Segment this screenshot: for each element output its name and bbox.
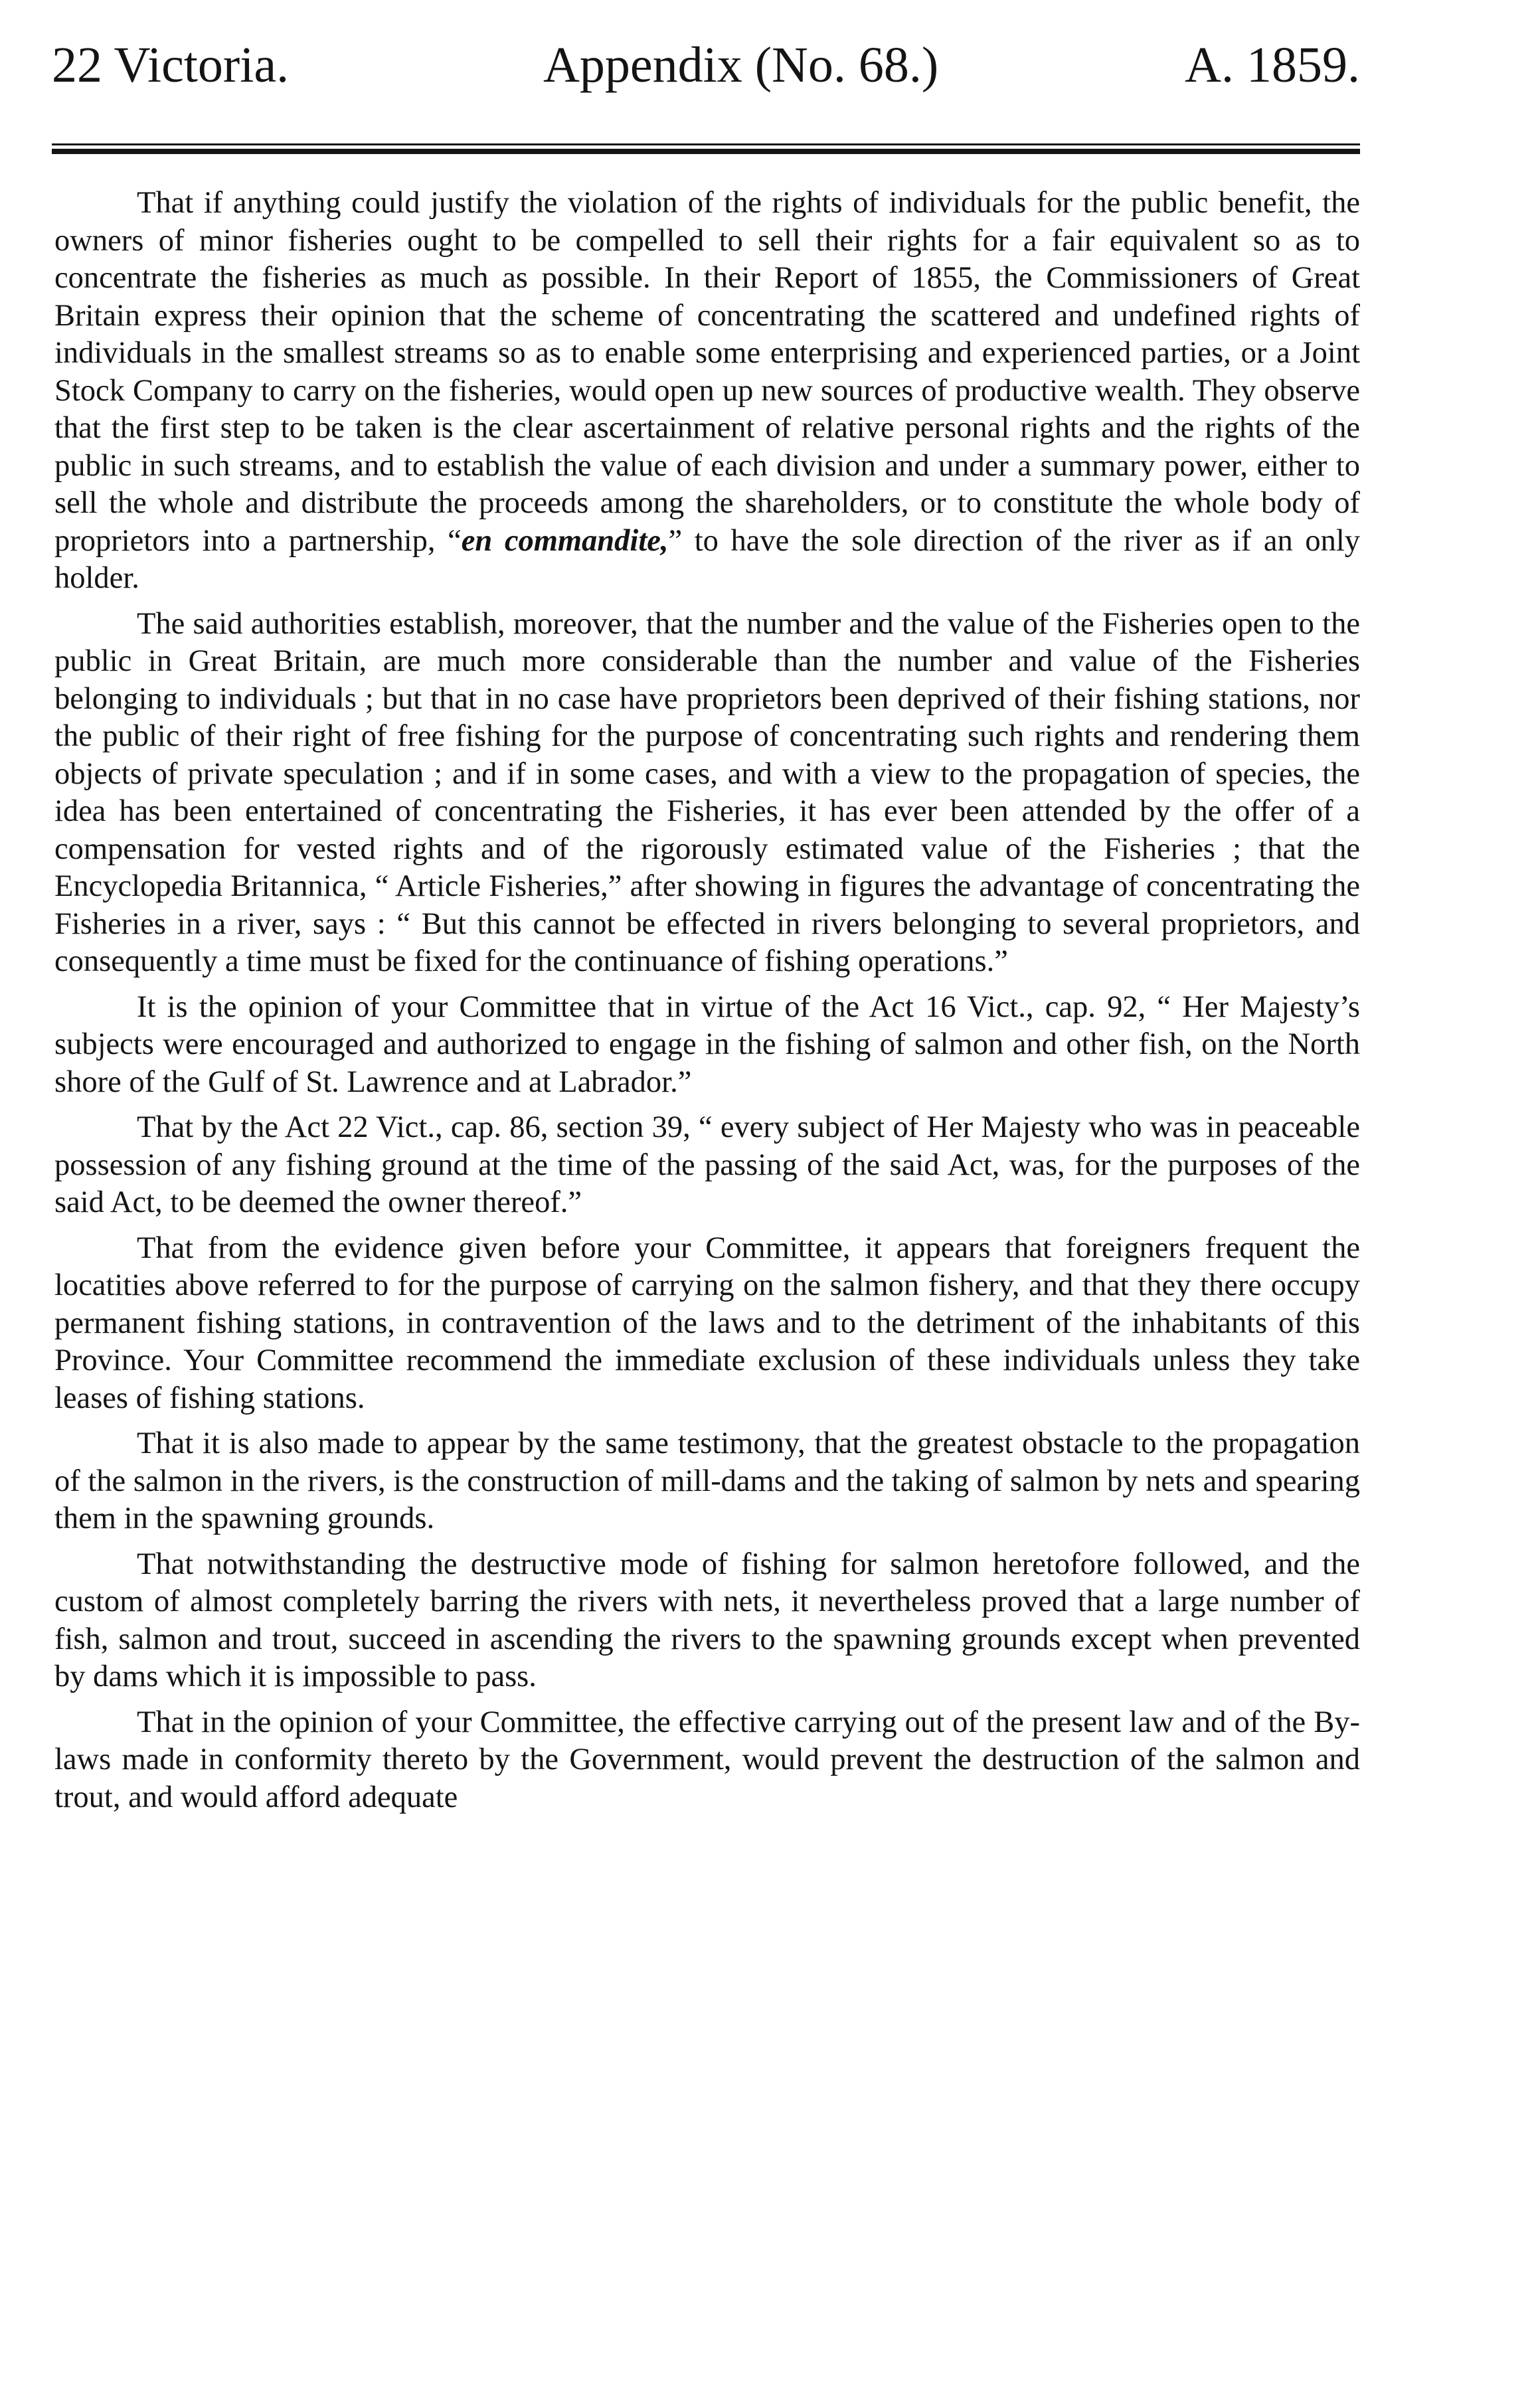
paragraph-concentration-of-fisheries (54, 185, 1360, 598)
paragraph-text: ” to have the sole direction of the river as if an only holder. (54, 523, 1360, 595)
paragraph-mill-dams: That it is also made to appear by the same testimony, that the greatest obstacle to the propagation of the salmon in the rivers, is the construction of mill-dams and the taking of salmon by nets and spearing them in the spawning grounds. (54, 1426, 1360, 1535)
running-header (52, 25, 1360, 105)
paragraph-authorities-establish: The said authorities establish, moreover, that the number and the value of the Fisheries open to the public in Great Britain, are much more considerable than the number and value of the Fisheries belonging to individuals ; but that in no case have proprietors been deprived of their fishing stations, nor the public of their right of free fishing for the purpose of concentrating such rights and rendering them objects of private speculation ; and if in some cases, and with a view to the propagation of species, the idea has been entertained of concentrating the Fisheries, it has ever been attended by the offer of a compensation for vested rights and of the rigorously estimated value of the Fisheries ; that the Encyclopedia Britannica, “ Article Fisheries,” after showing in figures the advantage of concentrating the Fisheries in a river, says : “ But this cannot be effected in rivers belonging to several proprietors, and consequently a time must be fixed for the continuance of fishing operations.” (54, 606, 1360, 978)
header-year: A. 1859. (1185, 37, 1360, 93)
header-regnal-year: 22 Victoria. (52, 37, 290, 93)
paragraph-foreigners: That from the evidence given before your Committee, it appears that foreigners frequent the locatities above referred to for the purpose of carrying on the salmon fishery, and that they there occupy permanent fishing stations, in contravention of the laws and to the detriment of the inhabitants of this Province. Your Committee recommend the immediate exclusion of these individuals unless they take leases of fishing stations. (54, 1231, 1360, 1415)
header-appendix-number: Appendix (No. 68.) (543, 37, 939, 93)
header-rule-thin (52, 143, 1360, 145)
italic-phrase-en-commandite: en commandite, (461, 523, 669, 558)
paragraph-effective-law: That in the opinion of your Committee, the effective carrying out of the present law and of the By-laws made in conformity thereto by the Government, would prevent the destruction of the salmon and trout, and would afford adequate (54, 1705, 1360, 1814)
paragraph-destructive-mode: That notwithstanding the destructive mode of fishing for salmon heretofore followed, and the custom of almost completely barring the rivers with nets, it nevertheless proved that a large number of fish, salmon and trout, succeed in ascending the rivers to the spawning grounds except when prevented by dams which it is impossible to pass. (54, 1547, 1360, 1693)
header-rule-thick (52, 149, 1360, 154)
paragraph-act-16-vict: It is the opinion of your Committee that in virtue of the Act 16 Vict., cap. 92, “ Her Majesty’s subjects were encouraged and authorized to engage in the fishing of salmon and other fish, on the North shore of the Gulf of St. Lawrence and at Labrador.” (54, 989, 1360, 1099)
paragraph-act-22-vict: That by the Act 22 Vict., cap. 86, section 39, “ every subject of Her Majesty who was in peaceable possession of any fishing ground at the time of the passing of the said Act, was, for the purposes of the said Act, to be deemed the owner thereof.” (54, 1110, 1360, 1219)
paragraph-text: That if anything could justify the violation of the rights of individuals for the public benefit, the owners of minor fisheries ought to be compelled to sell their rights for a fair equivalent so as to concentrate the fisheries as much as possible. In their Report of 1855, the Commissioners of Great Britain express their opinion that the scheme of concentrating the scattered and undefined rights of individuals in the smallest streams so as to enable some enterprising and experienced parties, or a Joint Stock Company to carry on the fisheries, would open up new sources of productive wealth. They observe that the first step to be taken is the clear ascertainment of relative personal rights and the rights of the public in such streams, and to establish the value of each division and under a summary power, either to sell the whole and distribute the proceeds among the shareholders, or to constitute the whole body of proprietors into a partnership, “ (54, 186, 1360, 558)
body-text (54, 185, 1360, 1824)
